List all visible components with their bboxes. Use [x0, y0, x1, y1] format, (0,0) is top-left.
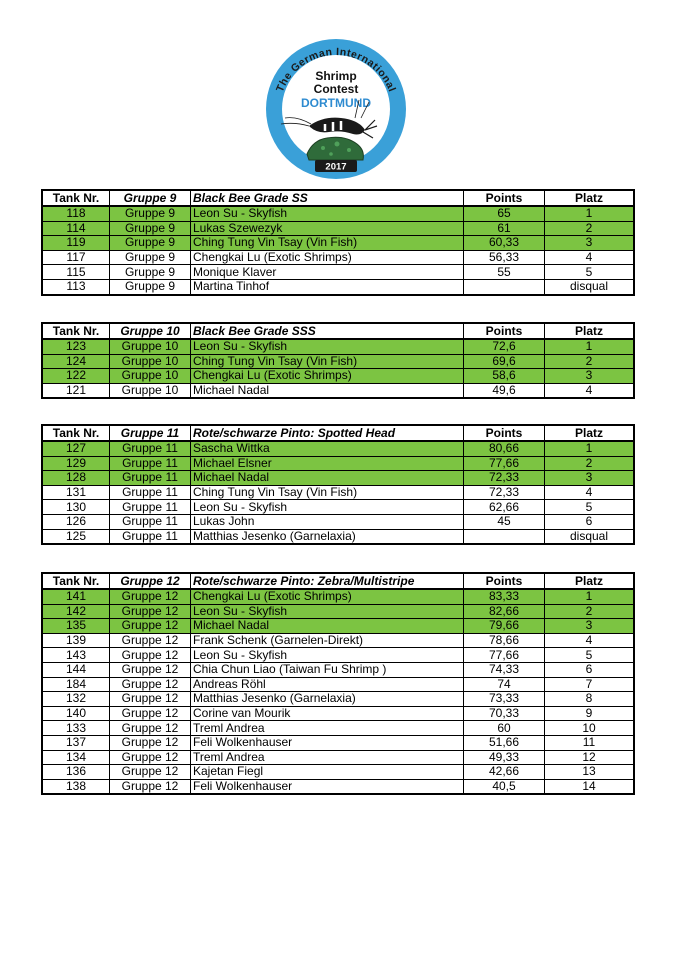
- points-cell: 65: [464, 206, 545, 221]
- name-cell: Chia Chun Liao (Taiwan Fu Shrimp ): [191, 662, 464, 677]
- place-cell: 1: [545, 441, 635, 456]
- name-cell: Leon Su - Skyfish: [191, 206, 464, 221]
- place-cell: 3: [545, 369, 635, 384]
- group-cell: Gruppe 12: [110, 721, 191, 736]
- name-cell: Lukas Szewezyk: [191, 221, 464, 236]
- header-platz: Platz: [545, 190, 635, 206]
- points-cell: 69,6: [464, 354, 545, 369]
- table-row: [42, 456, 634, 471]
- logo-city: DORTMUND: [301, 96, 371, 110]
- tank-cell: 127: [42, 441, 110, 456]
- table-row: [42, 779, 634, 794]
- table-row: [42, 441, 634, 456]
- table-row: [42, 206, 634, 221]
- group-cell: Gruppe 12: [110, 706, 191, 721]
- group-cell: Gruppe 11: [110, 529, 191, 544]
- name-cell: Corine van Mourik: [191, 706, 464, 721]
- name-cell: Leon Su - Skyfish: [191, 604, 464, 619]
- tank-cell: 132: [42, 692, 110, 707]
- place-cell: 4: [545, 250, 635, 265]
- group-cell: Gruppe 10: [110, 383, 191, 398]
- group-cell: Gruppe 9: [110, 279, 191, 294]
- points-cell: [464, 529, 545, 544]
- name-cell: Treml Andrea: [191, 721, 464, 736]
- place-cell: 2: [545, 221, 635, 236]
- results-table-gruppe-9: [41, 189, 635, 296]
- points-cell: 82,66: [464, 604, 545, 619]
- group-cell: Gruppe 11: [110, 514, 191, 529]
- place-cell: 10: [545, 721, 635, 736]
- place-cell: 1: [545, 589, 635, 604]
- tank-cell: 137: [42, 735, 110, 750]
- header-category: Rote/schwarze Pinto: Spotted Head: [191, 425, 464, 441]
- table-row: [42, 250, 634, 265]
- name-cell: Chengkai Lu (Exotic Shrimps): [191, 250, 464, 265]
- name-cell: Ching Tung Vin Tsay (Vin Fish): [191, 354, 464, 369]
- table-row: [42, 339, 634, 354]
- name-cell: Martina Tinhof: [191, 279, 464, 294]
- place-cell: 4: [545, 383, 635, 398]
- tank-cell: 123: [42, 339, 110, 354]
- name-cell: Michael Nadal: [191, 383, 464, 398]
- points-cell: 60: [464, 721, 545, 736]
- results-table-gruppe-10: [41, 322, 635, 399]
- place-cell: 11: [545, 735, 635, 750]
- table-header-row: [42, 573, 634, 589]
- tank-cell: 125: [42, 529, 110, 544]
- table-row: [42, 369, 634, 384]
- name-cell: Treml Andrea: [191, 750, 464, 765]
- logo-arc-text: The German International: [274, 45, 399, 94]
- place-cell: 2: [545, 456, 635, 471]
- tank-cell: 142: [42, 604, 110, 619]
- points-cell: 73,33: [464, 692, 545, 707]
- logo-year: 2017: [325, 161, 347, 173]
- tank-cell: 140: [42, 706, 110, 721]
- header-points: Points: [464, 425, 545, 441]
- place-cell: 7: [545, 677, 635, 692]
- table-row: [42, 529, 634, 544]
- header-platz: Platz: [545, 573, 635, 589]
- header-points: Points: [464, 190, 545, 206]
- header-category: Black Bee Grade SSS: [191, 323, 464, 339]
- points-cell: 72,33: [464, 485, 545, 500]
- tank-cell: 128: [42, 471, 110, 486]
- points-cell: 51,66: [464, 735, 545, 750]
- name-cell: Ching Tung Vin Tsay (Vin Fish): [191, 236, 464, 251]
- place-cell: 5: [545, 265, 635, 280]
- tank-cell: 131: [42, 485, 110, 500]
- group-cell: Gruppe 11: [110, 456, 191, 471]
- table-row: [42, 279, 634, 294]
- points-cell: 49,6: [464, 383, 545, 398]
- points-cell: 72,6: [464, 339, 545, 354]
- points-cell: 55: [464, 265, 545, 280]
- points-cell: 79,66: [464, 619, 545, 634]
- name-cell: Lukas John: [191, 514, 464, 529]
- tank-cell: 118: [42, 206, 110, 221]
- group-cell: Gruppe 12: [110, 589, 191, 604]
- place-cell: 6: [545, 514, 635, 529]
- points-cell: 61: [464, 221, 545, 236]
- table-row: [42, 662, 634, 677]
- name-cell: Michael Elsner: [191, 456, 464, 471]
- table-row: [42, 721, 634, 736]
- group-cell: Gruppe 11: [110, 441, 191, 456]
- group-cell: Gruppe 10: [110, 339, 191, 354]
- header-category: Black Bee Grade SS: [191, 190, 464, 206]
- points-cell: 60,33: [464, 236, 545, 251]
- tank-cell: 126: [42, 514, 110, 529]
- table-row: [42, 692, 634, 707]
- name-cell: Michael Nadal: [191, 471, 464, 486]
- place-cell: 13: [545, 765, 635, 780]
- table-row: [42, 633, 634, 648]
- table-row: [42, 221, 634, 236]
- group-cell: Gruppe 10: [110, 369, 191, 384]
- group-cell: Gruppe 9: [110, 221, 191, 236]
- points-cell: 77,66: [464, 648, 545, 663]
- group-cell: Gruppe 12: [110, 648, 191, 663]
- table-row: [42, 604, 634, 619]
- points-cell: 42,66: [464, 765, 545, 780]
- place-cell: 14: [545, 779, 635, 794]
- tank-cell: 134: [42, 750, 110, 765]
- table-row: [42, 648, 634, 663]
- group-cell: Gruppe 9: [110, 250, 191, 265]
- name-cell: Chengkai Lu (Exotic Shrimps): [191, 589, 464, 604]
- group-cell: Gruppe 11: [110, 485, 191, 500]
- name-cell: Andreas Röhl: [191, 677, 464, 692]
- group-cell: Gruppe 9: [110, 265, 191, 280]
- table-row: [42, 514, 634, 529]
- points-cell: 70,33: [464, 706, 545, 721]
- table-row: [42, 589, 634, 604]
- table-row: [42, 735, 634, 750]
- name-cell: Monique Klaver: [191, 265, 464, 280]
- name-cell: Ching Tung Vin Tsay (Vin Fish): [191, 485, 464, 500]
- table-header-row: [42, 190, 634, 206]
- header-points: Points: [464, 323, 545, 339]
- header-tank: Tank Nr.: [42, 573, 110, 589]
- points-cell: 74: [464, 677, 545, 692]
- name-cell: Feli Wolkenhauser: [191, 779, 464, 794]
- place-cell: 3: [545, 471, 635, 486]
- tank-cell: 138: [42, 779, 110, 794]
- tank-cell: 122: [42, 369, 110, 384]
- tank-cell: 143: [42, 648, 110, 663]
- results-table-gruppe-11: [41, 424, 635, 545]
- group-cell: Gruppe 12: [110, 779, 191, 794]
- group-cell: Gruppe 12: [110, 604, 191, 619]
- tank-cell: 121: [42, 383, 110, 398]
- name-cell: Chengkai Lu (Exotic Shrimps): [191, 369, 464, 384]
- name-cell: Feli Wolkenhauser: [191, 735, 464, 750]
- table-row: [42, 236, 634, 251]
- table-header-row: [42, 323, 634, 339]
- header-platz: Platz: [545, 425, 635, 441]
- points-cell: 40,5: [464, 779, 545, 794]
- group-cell: Gruppe 12: [110, 633, 191, 648]
- place-cell: 3: [545, 236, 635, 251]
- group-cell: Gruppe 12: [110, 765, 191, 780]
- header-group: Gruppe 11: [110, 425, 191, 441]
- table-row: [42, 750, 634, 765]
- name-cell: Leon Su - Skyfish: [191, 648, 464, 663]
- group-cell: Gruppe 12: [110, 677, 191, 692]
- points-cell: [464, 279, 545, 294]
- results-table-gruppe-12: [41, 572, 635, 795]
- tank-cell: 129: [42, 456, 110, 471]
- points-cell: 62,66: [464, 500, 545, 515]
- place-cell: 6: [545, 662, 635, 677]
- tank-cell: 130: [42, 500, 110, 515]
- name-cell: Leon Su - Skyfish: [191, 500, 464, 515]
- name-cell: Michael Nadal: [191, 619, 464, 634]
- name-cell: Matthias Jesenko (Garnelaxia): [191, 692, 464, 707]
- name-cell: Matthias Jesenko (Garnelaxia): [191, 529, 464, 544]
- tank-cell: 113: [42, 279, 110, 294]
- points-cell: 83,33: [464, 589, 545, 604]
- group-cell: Gruppe 12: [110, 750, 191, 765]
- group-cell: Gruppe 12: [110, 662, 191, 677]
- tank-cell: 119: [42, 236, 110, 251]
- header-group: Gruppe 10: [110, 323, 191, 339]
- table-row: [42, 765, 634, 780]
- table-header-row: [42, 425, 634, 441]
- place-cell: 1: [545, 339, 635, 354]
- points-cell: 56,33: [464, 250, 545, 265]
- place-cell: 1: [545, 206, 635, 221]
- group-cell: Gruppe 9: [110, 206, 191, 221]
- tank-cell: 115: [42, 265, 110, 280]
- header-platz: Platz: [545, 323, 635, 339]
- place-cell: 2: [545, 354, 635, 369]
- tank-cell: 117: [42, 250, 110, 265]
- tank-cell: 114: [42, 221, 110, 236]
- table-row: [42, 383, 634, 398]
- table-row: [42, 706, 634, 721]
- place-cell: 2: [545, 604, 635, 619]
- place-cell: disqual: [545, 529, 635, 544]
- points-cell: 74,33: [464, 662, 545, 677]
- place-cell: 4: [545, 633, 635, 648]
- group-cell: Gruppe 11: [110, 500, 191, 515]
- points-cell: 80,66: [464, 441, 545, 456]
- logo-line2: Contest: [313, 82, 359, 96]
- points-cell: 49,33: [464, 750, 545, 765]
- table-row: [42, 265, 634, 280]
- points-cell: 45: [464, 514, 545, 529]
- header-group: Gruppe 9: [110, 190, 191, 206]
- place-cell: 9: [545, 706, 635, 721]
- tank-cell: 184: [42, 677, 110, 692]
- place-cell: 5: [545, 500, 635, 515]
- group-cell: Gruppe 12: [110, 692, 191, 707]
- header-category: Rote/schwarze Pinto: Zebra/Multistripe: [191, 573, 464, 589]
- points-cell: 58,6: [464, 369, 545, 384]
- name-cell: Frank Schenk (Garnelen-Direkt): [191, 633, 464, 648]
- table-row: [42, 485, 634, 500]
- points-cell: 78,66: [464, 633, 545, 648]
- points-cell: 72,33: [464, 471, 545, 486]
- group-cell: Gruppe 11: [110, 471, 191, 486]
- table-row: [42, 677, 634, 692]
- contest-logo: [265, 38, 407, 180]
- place-cell: 4: [545, 485, 635, 500]
- tank-cell: 135: [42, 619, 110, 634]
- name-cell: Leon Su - Skyfish: [191, 339, 464, 354]
- place-cell: 3: [545, 619, 635, 634]
- logo-line1: Shrimp: [315, 69, 357, 83]
- header-tank: Tank Nr.: [42, 190, 110, 206]
- table-row: [42, 500, 634, 515]
- place-cell: 8: [545, 692, 635, 707]
- place-cell: disqual: [545, 279, 635, 294]
- tank-cell: 144: [42, 662, 110, 677]
- group-cell: Gruppe 12: [110, 619, 191, 634]
- table-row: [42, 354, 634, 369]
- header-group: Gruppe 12: [110, 573, 191, 589]
- place-cell: 5: [545, 648, 635, 663]
- place-cell: 12: [545, 750, 635, 765]
- header-tank: Tank Nr.: [42, 425, 110, 441]
- name-cell: Sascha Wittka: [191, 441, 464, 456]
- tank-cell: 136: [42, 765, 110, 780]
- group-cell: Gruppe 9: [110, 236, 191, 251]
- header-points: Points: [464, 573, 545, 589]
- tank-cell: 133: [42, 721, 110, 736]
- table-row: [42, 619, 634, 634]
- table-row: [42, 471, 634, 486]
- tank-cell: 139: [42, 633, 110, 648]
- points-cell: 77,66: [464, 456, 545, 471]
- group-cell: Gruppe 10: [110, 354, 191, 369]
- tank-cell: 124: [42, 354, 110, 369]
- header-tank: Tank Nr.: [42, 323, 110, 339]
- group-cell: Gruppe 12: [110, 735, 191, 750]
- tank-cell: 141: [42, 589, 110, 604]
- name-cell: Kajetan Fiegl: [191, 765, 464, 780]
